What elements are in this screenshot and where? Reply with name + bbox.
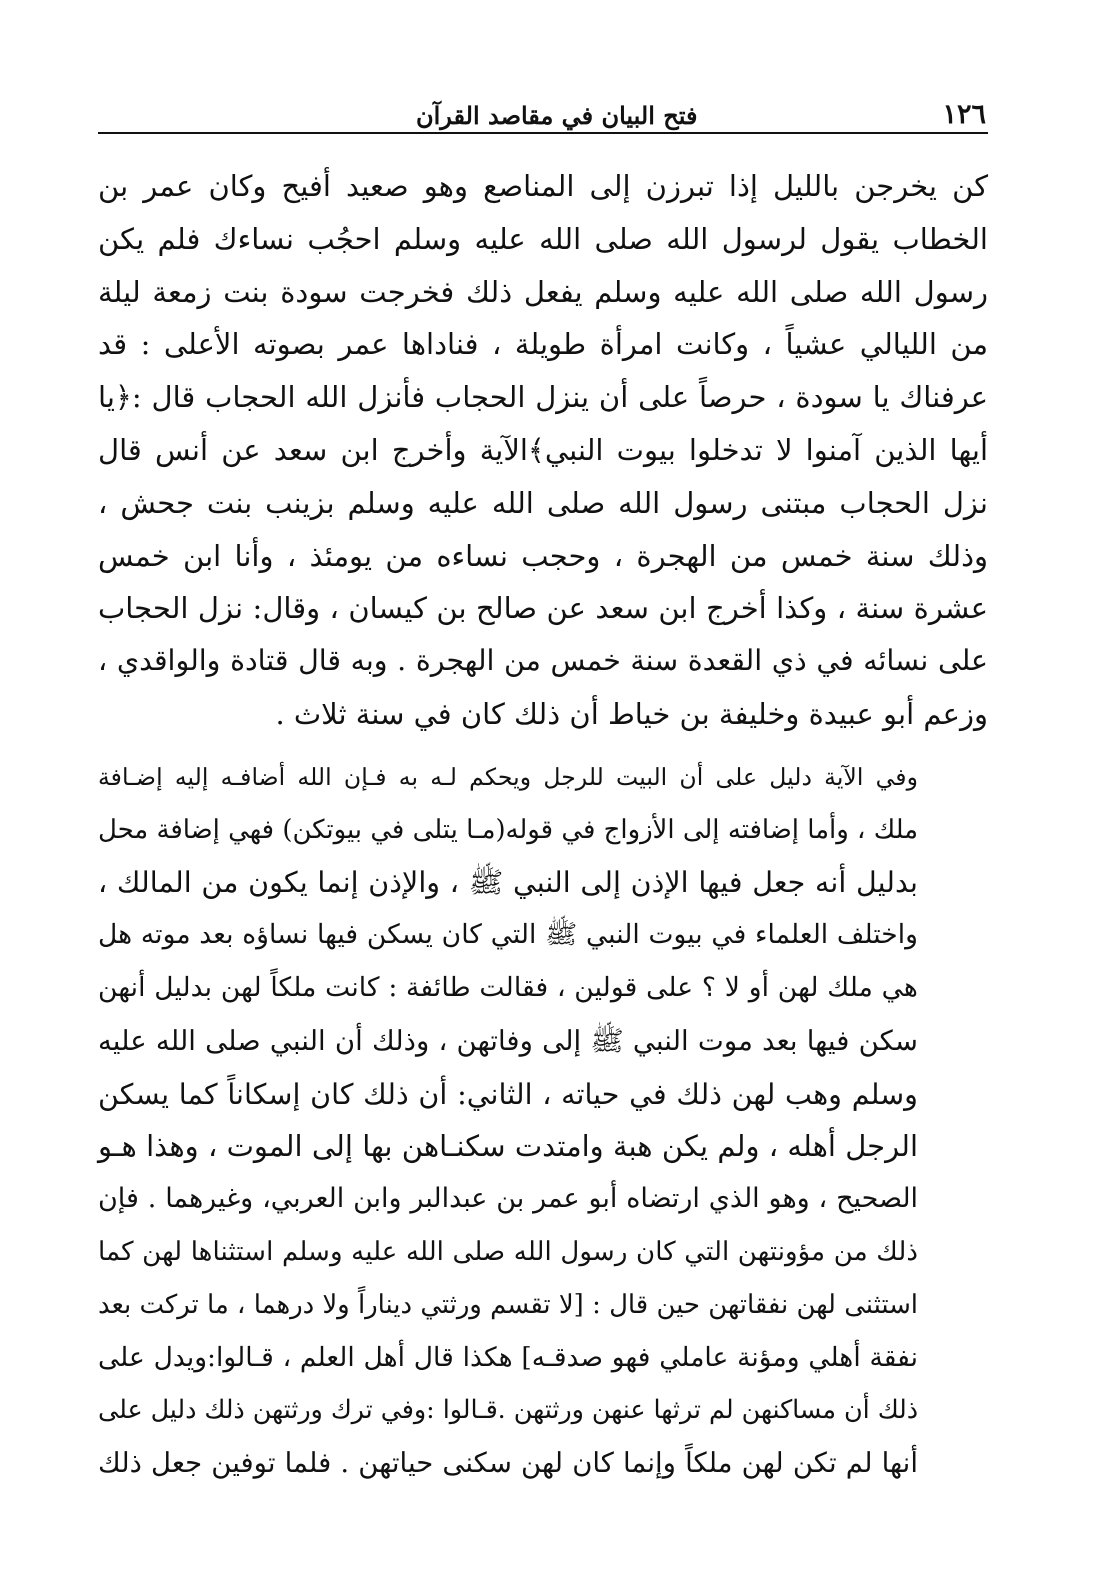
text-line: سكن فيها بعد موت النبي ﷺ إلى وفاتهن ، وذلك أن النبي صلى الله عليه <box>98 1023 918 1057</box>
paragraph-hijab <box>98 160 988 741</box>
text-line: وذلك سنة خمس من الهجرة ، وحجب نساءه من يومئذ ، وأنا ابن خمس <box>98 538 988 573</box>
text-line: الرجل أهله ، ولم يكن هبة وامتدت سكنـاهن بها إلى الموت ، وهذا هـو <box>98 1129 918 1164</box>
text-line: أنها لم تكن لهن ملكاً وإنما كان لهن سكنى حياتهن . فلما توفين جعل ذلك <box>98 1447 918 1480</box>
text-line: أيها الذين آمنوا لا تدخلوا بيوت النبي﴾الآية وأخرج ابن سعد عن أنس قال <box>98 432 988 467</box>
text-line: كن يخرجن بالليل إذا تبرزن إلى المناصع وهو صعيد أفيح وكان عمر بن <box>98 169 988 203</box>
header-rule <box>98 132 988 134</box>
text-line: ذلك أن مساكنهن لم ترثها عنهن ورثتهن .قـالوا :وفي ترك ورثتهن ذلك دليل على <box>98 1395 918 1425</box>
text-line: وزعم أبو عبيدة وخليفة بن خياط أن ذلك كان في سنة ثلاث . <box>275 696 988 731</box>
text-line: وفي الآية دليل على أن البيت للرجل ويحكم لـه به فـإن الله أضافـه إليه إضـافة <box>98 762 918 791</box>
text-line: عشرة سنة ، وكذا أخرج ابن سعد عن صالح بن كيسان ، وقال: نزل الحجاب <box>98 591 988 626</box>
text-line: عرفناك يا سودة ، حرصاً على أن ينزل الحجاب فأنزل الله الحجاب قال :﴿يا <box>98 380 988 415</box>
running-header <box>98 88 988 130</box>
page-number: ١٢٦ <box>942 99 986 130</box>
text-line: واختلف العلماء في بيوت النبي ﷺ التي كان يسكن فيها نساؤه بعد موته هل <box>98 919 918 951</box>
text-line: وسلم وهب لهن ذلك في حياته ، الثاني: أن ذلك كان إسكاناً كما يسكن <box>98 1076 918 1111</box>
paragraph-houses <box>98 751 988 1490</box>
text-line: الصحيح ، وهو الذي ارتضاه أبو عمر بن عبدالبر وابن العربي، وغيرهما . فإن <box>98 1183 918 1215</box>
book-title: فتح البيان في مقاصد القرآن <box>416 101 698 130</box>
text-line: ذلك من مؤونتهن التي كان رسول الله صلى الله عليه وسلم استثناها لهن كما <box>98 1236 918 1267</box>
text-line: رسول الله صلى الله عليه وسلم يفعل ذلك فخرجت سودة بنت زمعة ليلة <box>98 274 988 309</box>
text-line: نفقة أهلي ومؤنة عاملي فهو صدقـه] هكذا قال أهل العلم ، قـالوا:ويدل على <box>98 1341 918 1373</box>
text-line: على نسائه في ذي القعدة سنة خمس من الهجرة . وبه قال قتادة والواقدي ، <box>98 644 988 678</box>
text-line: بدليل أنه جعل فيها الإذن إلى النبي ﷺ ، والإذن إنما يكون من المالك ، <box>98 865 918 900</box>
text-line: من الليالي عشياً ، وكانت امرأة طويلة ، فناداها عمر بصوته الأعلى : قد <box>98 327 988 362</box>
text-line: نزل الحجاب مبتنى رسول الله صلى الله عليه وسلم بزينب بنت جحش ، <box>98 485 988 520</box>
text-line: استثنى لهن نفقاتهن حين قال : [لا تقسم ورثتي ديناراً ولا درهما ، ما تركت بعد <box>98 1289 918 1320</box>
text-line: ملك ، وأما إضافته إلى الأزواج في قوله(مـا يتلى في بيوتكن) فهي إضافة محل <box>98 814 918 845</box>
text-line: هي ملك لهن أو لا ؟ على قولين ، فقالت طائفة : كانت ملكاً لهن بدليل أنهن <box>98 971 918 1003</box>
text-line: الخطاب يقول لرسول الله صلى الله عليه وسلم احجُب نساءك فلم يكن <box>98 221 988 256</box>
body-text <box>98 160 988 1490</box>
